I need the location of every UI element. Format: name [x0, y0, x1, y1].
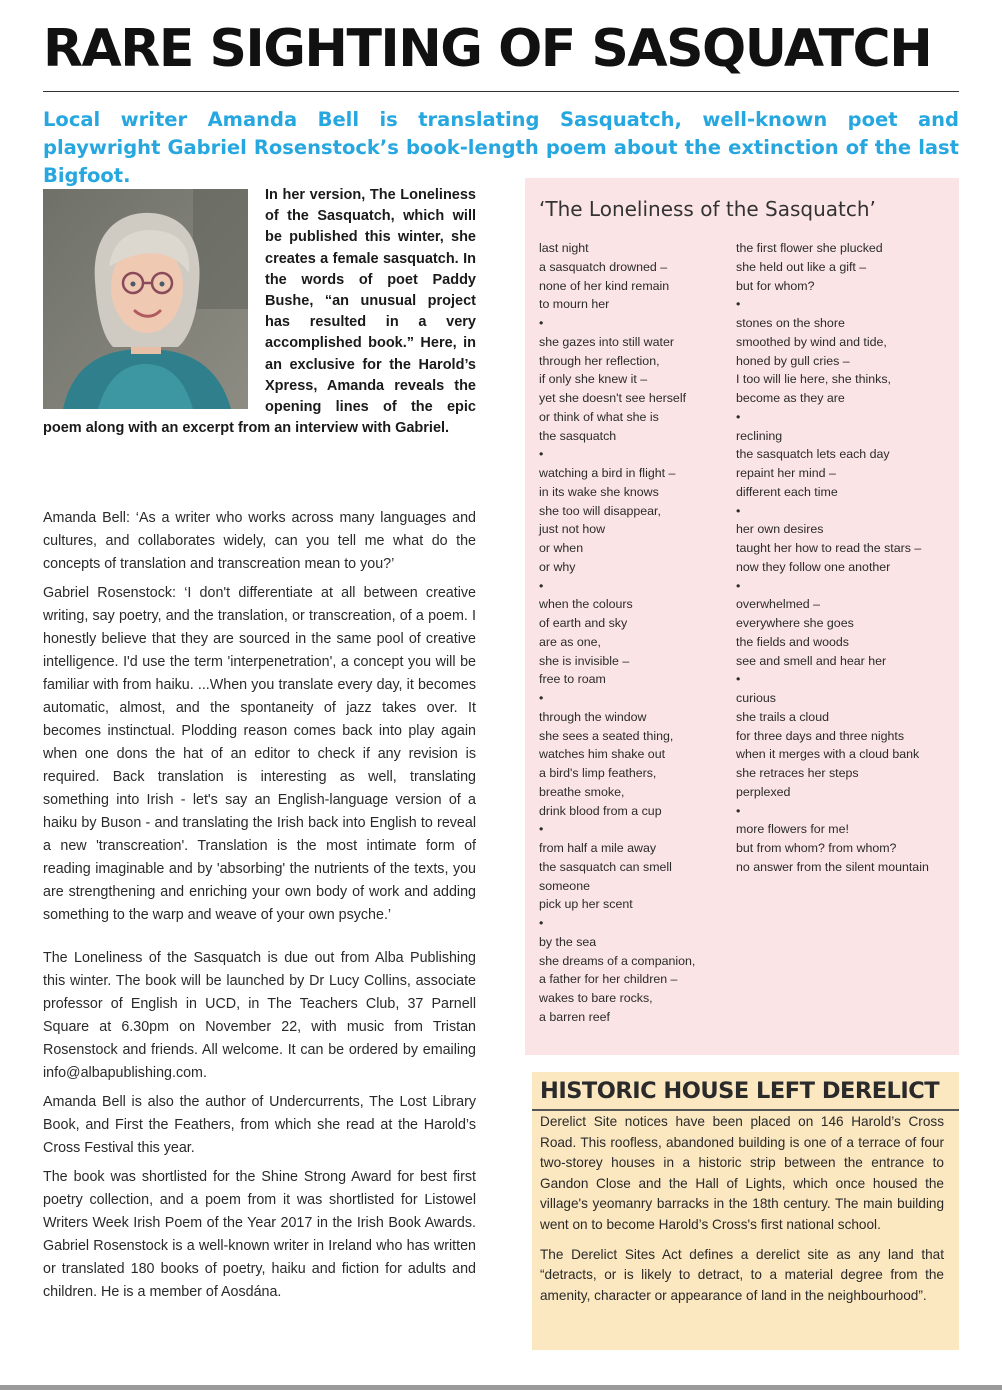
poem-line: someone: [539, 878, 590, 893]
poem-panel: [525, 178, 959, 1055]
derelict-heading-divider: [532, 1109, 959, 1111]
intro-text: In her version, The Loneliness of the Sasquatch, which will be published this winter, she creates a female sasquatch. In the words of poet Paddy Bushe, “an unusual project has resulted in a very accomplished book.” Here, in an exclusive for the Harold’s Xpress, Amanda reveals the opening lines of the epic poem along with an excerpt from an interview with Gabriel.: [43, 187, 476, 437]
poem-line: she sees a seated thing,: [539, 728, 674, 743]
poem-line: but for whom?: [736, 278, 815, 293]
page-footer-rule: [0, 1385, 1002, 1390]
poem-line: the fields and woods: [736, 634, 849, 649]
poem-line: when the colours: [539, 597, 633, 612]
awards-paragraph: The book was shortlisted for the Shine Strong Award for best first poetry collection, and a poem from it was shortlisted for Listowel Writers Week Irish Poem of the Year 2017 in the Irish Book Awards. Gabriel Rosenstock is a well-known writer in Ireland who has written or translated 180 books of poetry, haiku and fiction for adults and children. He is a member of Aosdána.: [43, 1169, 476, 1300]
derelict-paragraph: The Derelict Sites Act defines a derelict site as any land that “detracts, or is likely to detract, to a material degree from the amenity, character or appearance of land in the neighbourhood”.: [540, 1246, 944, 1303]
poem-line: from half a mile away: [539, 841, 657, 855]
poem-line: a father for her children –: [539, 972, 678, 987]
poem-line: breathe smoke,: [539, 784, 625, 799]
poem-line: different each time: [736, 484, 838, 499]
poem-line: •: [736, 803, 741, 818]
author-bio: Amanda Bell is also the author of Undercurrents, The Lost Library Book, and First the Feathers, from which she read at the Harold’s Cross Festival this year.: [43, 1094, 476, 1156]
article-standfirst: Local writer Amanda Bell is translating Sasquatch, well-known poet and playwright Gabriel Rosenstock’s book-length poem about the extinction of the last Bigfoot.: [43, 108, 959, 187]
poem-line: pick up her scent: [539, 897, 633, 912]
poem-line: the first flower she plucked: [736, 241, 883, 255]
poem-line: become as they are: [736, 391, 845, 405]
article-headline: RARE SIGHTING OF SASQUATCH: [43, 19, 932, 79]
derelict-news-panel: [532, 1072, 959, 1350]
poem-line: honed by gull cries –: [736, 353, 850, 368]
poem-line: •: [539, 691, 544, 705]
poem-line: drink blood from a cup: [539, 803, 662, 818]
poem-line: she gazes into still water: [539, 334, 674, 349]
interview-column: [43, 507, 476, 1310]
poem-line: taught her how to read the stars –: [736, 541, 922, 555]
poem-line: everywhere she goes: [736, 616, 854, 630]
poem-line: a sasquatch drowned –: [539, 259, 668, 274]
poem-line: reclining: [736, 428, 783, 443]
poem-line: she retraces her steps: [736, 766, 859, 780]
article-intro: [43, 185, 476, 439]
photo-wrap-space: [43, 185, 265, 417]
poem-line: wakes to bare rocks,: [539, 991, 653, 1005]
poem-line: are as one,: [539, 634, 601, 649]
poem-line: through her reflection,: [539, 353, 660, 368]
poem-line: free to roam: [539, 672, 606, 687]
poem-line: she too will disappear,: [539, 503, 661, 518]
poem-line: •: [539, 447, 544, 462]
poem-line: watches him shake out: [539, 747, 666, 762]
poem-line: I too will lie here, she thinks,: [736, 372, 891, 387]
poem-line: or when: [539, 541, 584, 555]
poem-line: repaint her mind –: [736, 466, 836, 480]
poem-line: see and smell and hear her: [736, 653, 887, 668]
poem-line: the sasquatch can smell: [539, 859, 672, 874]
poem-column-left: [539, 239, 695, 1027]
poem-line: last night: [539, 241, 589, 255]
poem-line: through the window: [539, 709, 647, 724]
poem-line: to mourn her: [539, 297, 610, 312]
poem-line: more flowers for me!: [736, 822, 849, 837]
poem-line: of earth and sky: [539, 616, 628, 630]
poem-line: she held out like a gift –: [736, 259, 867, 274]
poem-line: or why: [539, 559, 576, 574]
poem-line: •: [736, 503, 741, 518]
poem-line: •: [736, 409, 741, 424]
poem-title: ‘The Loneliness of the Sasquatch’: [539, 197, 876, 221]
launch-details: The Loneliness of the Sasquatch is due out from Alba Publishing this winter. The book will be launched by Dr Lucy Collins, associate professor of English in UCD, in The Teachers Club, 37 Parnell Square at 6.30pm on November 22, with music from Tristan Rosenstock and friends. All welcome. It can be ordered by emailing info@albapublishing.com.: [43, 950, 476, 1081]
poem-line: for three days and three nights: [736, 728, 905, 743]
poem-line: yet she doesn't see herself: [539, 391, 687, 405]
poem-line: a bird's limp feathers,: [539, 766, 657, 780]
poem-line: if only she knew it –: [539, 372, 648, 387]
poem-line: •: [539, 822, 544, 837]
poem-line: when it merges with a cloud bank: [736, 747, 920, 762]
poem-line: •: [736, 672, 741, 687]
poem-line: •: [539, 578, 544, 593]
derelict-paragraph: Derelict Site notices have been placed on 146 Harold’s Cross Road. This roofless, abandoned building is one of a terrace of four two-storey houses in a historic strip between the entrance to Gandon Close and the Hall of Lights, which once housed the village's yeomanry barracks in the 18th century. The main building went on to become Harold’s Cross's first national school.: [540, 1114, 944, 1232]
poem-line: now they follow one another: [736, 559, 891, 574]
poem-column-right: [736, 239, 929, 877]
interview-question: Amanda Bell: ‘As a writer who works across many languages and cultures, and collaborates widely, can you tell me what do the concepts of translation and transcreation mean to you?’: [43, 510, 476, 572]
poem-line: but from whom? from whom?: [736, 841, 897, 855]
poem-line: watching a bird in flight –: [539, 466, 676, 480]
poem-line: the sasquatch: [539, 428, 617, 443]
poem-line: she is invisible –: [539, 653, 630, 668]
poem-line: she dreams of a companion,: [539, 953, 696, 968]
poem-line: she trails a cloud: [736, 709, 829, 724]
poem-line: smoothed by wind and tide,: [736, 334, 887, 349]
poem-line: the sasquatch lets each day: [736, 447, 890, 462]
poem-line: curious: [736, 691, 776, 705]
poem-line: perplexed: [736, 784, 791, 799]
interview-answer: Gabriel Rosenstock: ‘I don't differentiate at all between creative writing, say poetry, and the translation, or transcreation, of a poem. I honestly believe that they are sourced in the same pool of creative intelligence. I'd use the term 'interpenetration', a concept you will be familiar with from haiku. ...When you translate every day, it becomes automatic, almost, and the spontaneity of jazz takes over. It becomes instinctual. Plodding reason comes back into play again when one dons the hat of an editor to check if any revision is required. Back translation is interesting as well, translating something into Irish - let's say an English-language version of a haiku by Buson - and translating the Irish back into English to reveal a new 'transcreation'. Translation is the most intimate form of reading imaginable and by 'absorbing' the nutrients of the texts, you are strengthening and enriching your own body of work and adding something to the warp and weave of your own psyche.’: [43, 585, 476, 923]
derelict-heading: HISTORIC HOUSE LEFT DERELICT: [540, 1078, 940, 1104]
poem-line: no answer from the silent mountain: [736, 859, 929, 874]
poem-line: •: [736, 297, 741, 312]
poem-line: •: [539, 916, 544, 930]
headline-divider: [43, 91, 959, 92]
poem-line: just not how: [539, 522, 606, 537]
poem-line: •: [539, 316, 544, 330]
poem-line: a barren reef: [539, 1009, 610, 1024]
poem-line: overwhelmed –: [736, 597, 821, 612]
poem-line: •: [736, 578, 741, 593]
derelict-body: [540, 1112, 944, 1315]
poem-line: none of her kind remain: [539, 278, 670, 293]
poem-line: in its wake she knows: [539, 484, 659, 499]
poem-line: or think of what she is: [539, 409, 659, 424]
poem-line: by the sea: [539, 934, 597, 949]
poem-line: her own desires: [736, 522, 824, 537]
poem-line: stones on the shore: [736, 316, 845, 330]
